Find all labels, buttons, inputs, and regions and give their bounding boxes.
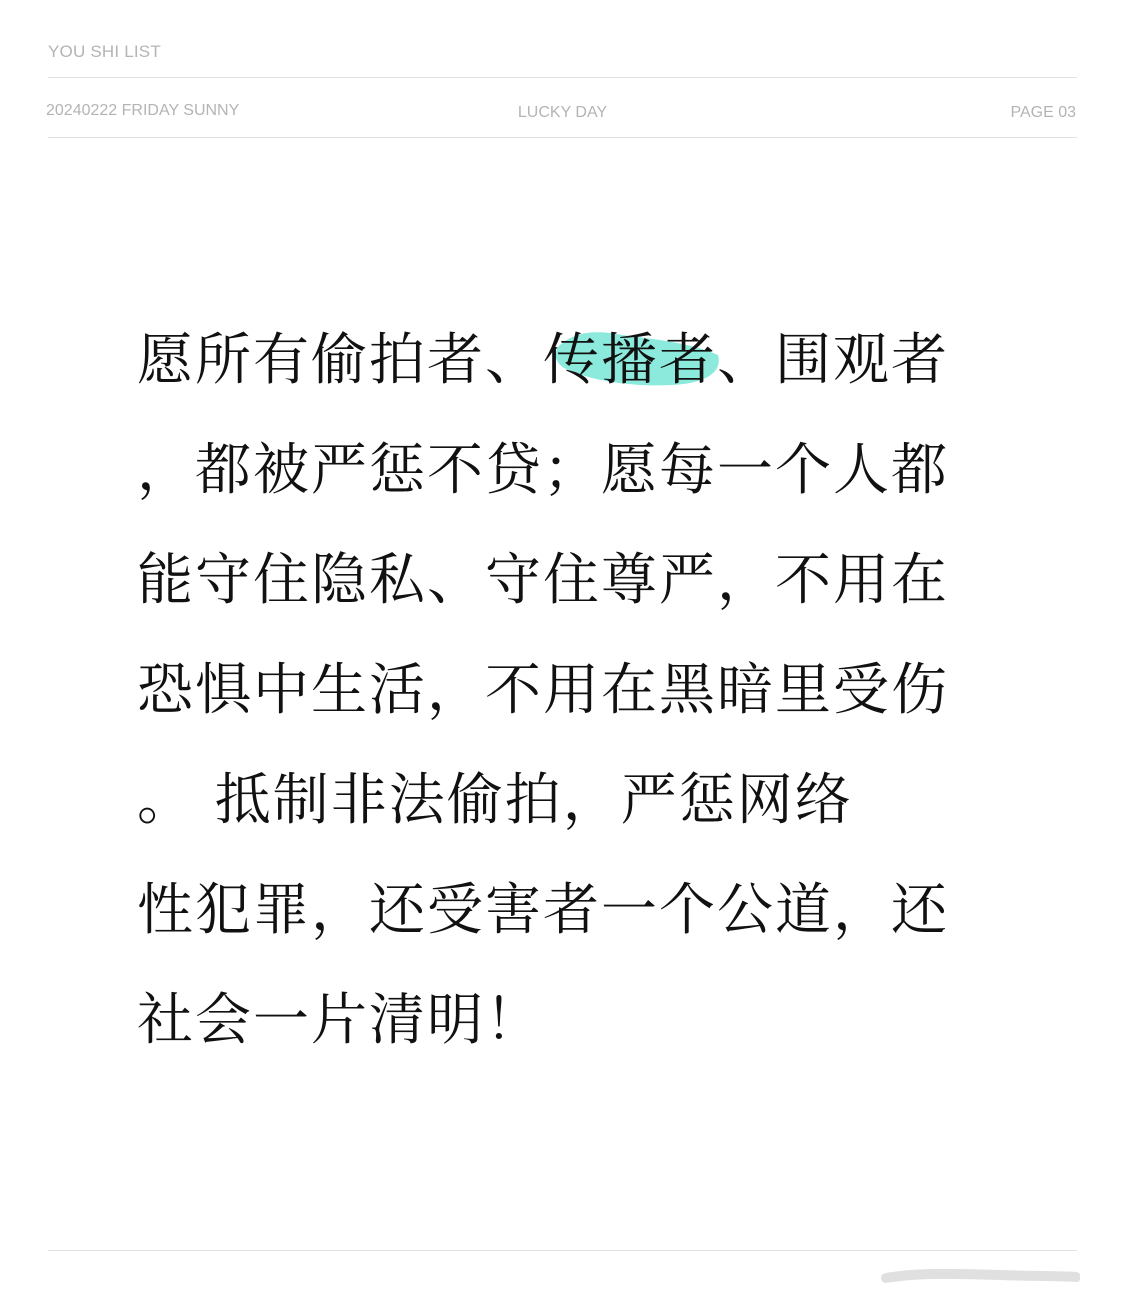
date-weather-label: 20240222 FRIDAY SUNNY [46, 102, 240, 119]
line-1-before: 愿所有偷拍者、 [137, 328, 543, 393]
page-number-label: PAGE 03 [1010, 104, 1076, 121]
header-divider-top [48, 77, 1077, 78]
statement-line-1 [137, 321, 987, 431]
footer-scribble-decoration [880, 1266, 1080, 1286]
statement-line-2: ，都被严惩不贷；愿每一个人都 [137, 438, 949, 503]
statement-line-5: 。 抵制非法偷拍，严惩网络 [137, 768, 853, 833]
line-1-after: 、围观者 [717, 328, 949, 393]
main-statement [137, 321, 987, 1091]
statement-line-7: 社会一片清明！ [137, 988, 543, 1053]
statement-line-3: 能守住隐私、守住尊严，不用在 [137, 548, 949, 613]
statement-line-4: 恐惧中生活，不用在黑暗里受伤 [137, 658, 949, 723]
statement-line-6: 性犯罪，还受害者一个公道，还 [137, 878, 949, 943]
footer-divider [48, 1250, 1077, 1251]
lucky-day-label: LUCKY DAY [517, 104, 608, 121]
highlighted-word: 传播者 [543, 328, 717, 393]
header-divider-bottom [48, 137, 1077, 138]
brand-label: YOU SHI LIST [48, 42, 161, 61]
